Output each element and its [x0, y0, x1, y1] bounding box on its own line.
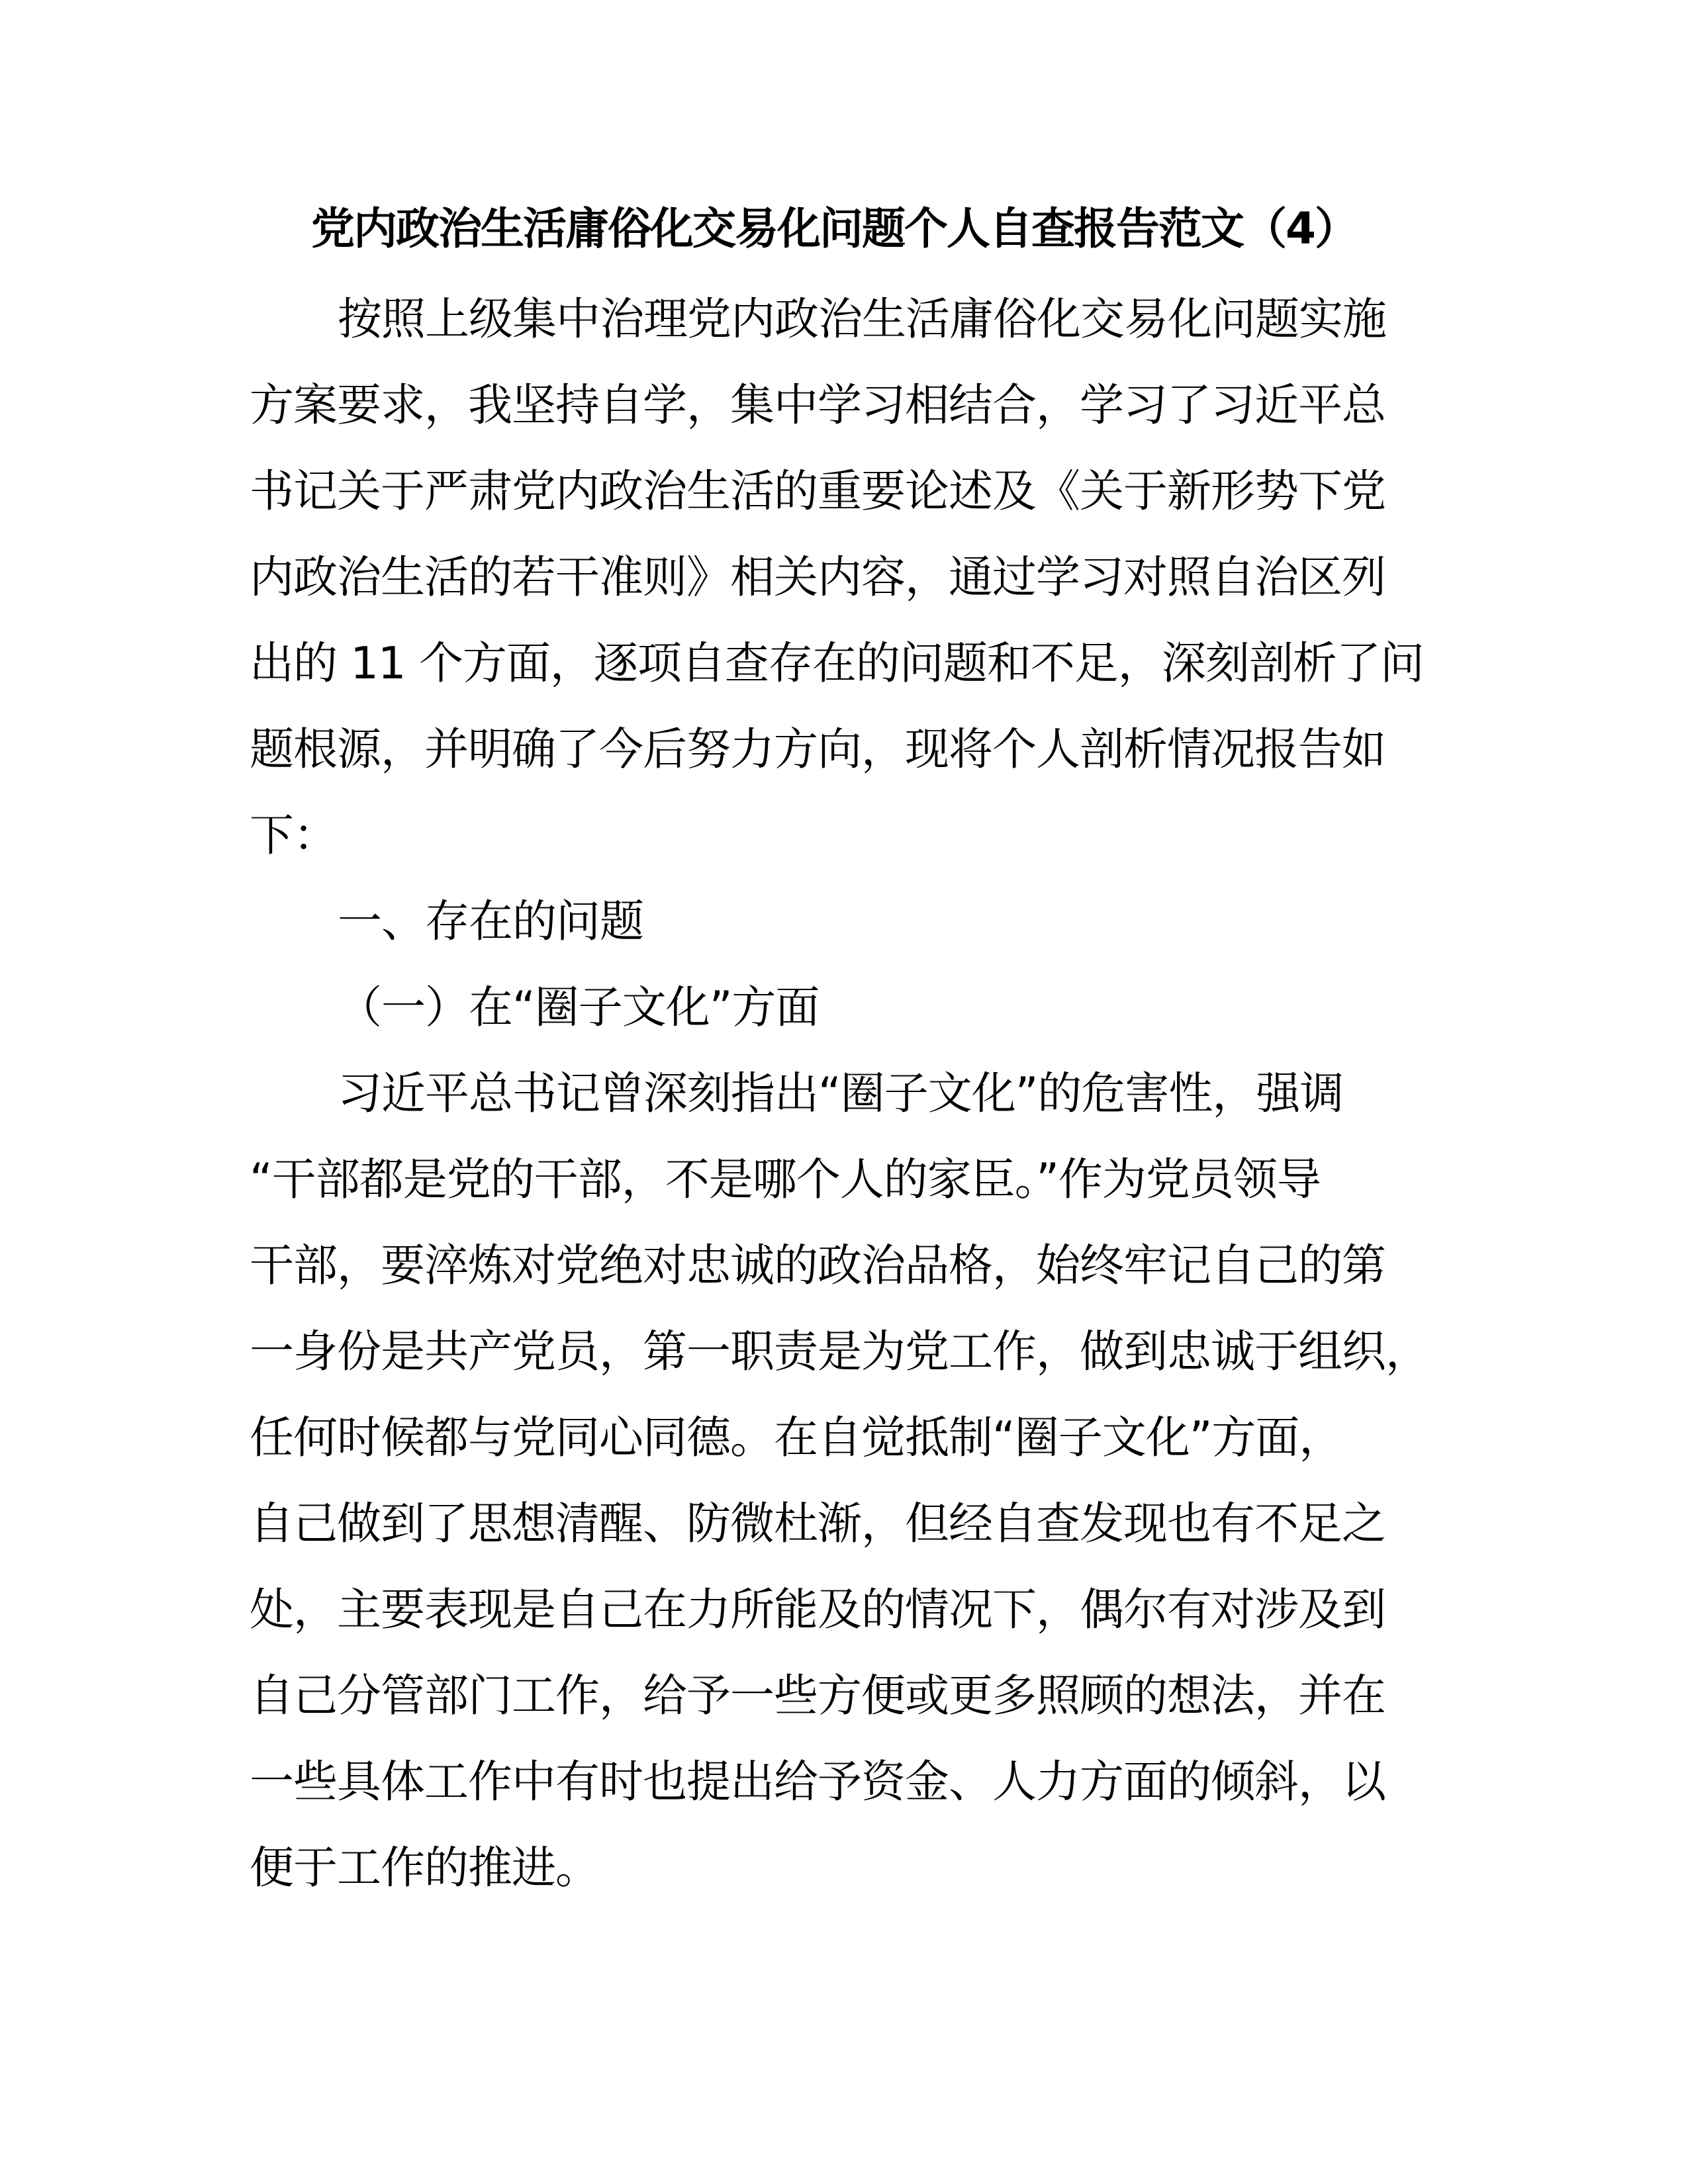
body-line-2: “干部都是党的干部，不是哪个人的家臣。”作为党员领导: [250, 1154, 1321, 1205]
intro-line-1: 按照上级集中治理党内政治生活庸俗化交易化问题实施: [338, 293, 1386, 345]
document-title: 党内政治生活庸俗化交易化问题个人自查报告范文（4）: [311, 203, 1357, 254]
body-line-4: 一身份是共产党员，第一职责是为党工作，做到忠诚于组织，: [250, 1326, 1429, 1377]
intro-line-4: 内政治生活的若干准则》相关内容，通过学习对照自治区列: [250, 551, 1385, 603]
subsection-heading: （一）在“圈子文化”方面: [338, 981, 820, 1033]
body-line-6: 自己做到了思想清醒、防微杜渐，但经自查发现也有不足之: [250, 1498, 1385, 1549]
intro-line-2: 方案要求，我坚持自学，集中学习相结合，学习了习近平总: [250, 379, 1385, 431]
body-line-9: 一些具体工作中有时也提出给予资金、人力方面的倾斜，以: [250, 1756, 1385, 1807]
intro-line-7: 下：: [250, 809, 337, 861]
body-line-1: 习近平总书记曾深刻指出“圈子文化”的危害性，强调: [338, 1068, 1344, 1119]
body-line-5: 任何时候都与党同心同德。在自觉抵制“圈子文化”方面，: [250, 1412, 1343, 1463]
intro-line-5: 出的 11 个方面，逐项自查存在的问题和不足，深刻剖析了问: [250, 637, 1424, 689]
body-line-10: 便于工作的推进。: [250, 1842, 599, 1893]
intro-line-6: 题根源，并明确了今后努力方向，现将个人剖析情况报告如: [250, 723, 1385, 775]
body-line-7: 处，主要表现是自己在力所能及的情况下，偶尔有对涉及到: [250, 1584, 1385, 1635]
section-heading: 一、存在的问题: [338, 895, 643, 947]
intro-line-3: 书记关于严肃党内政治生活的重要论述及《关于新形势下党: [250, 465, 1385, 517]
body-line-8: 自己分管部门工作，给予一些方便或更多照顾的想法，并在: [250, 1670, 1385, 1721]
body-line-3: 干部，要淬炼对党绝对忠诚的政治品格，始终牢记自己的第: [250, 1240, 1385, 1291]
